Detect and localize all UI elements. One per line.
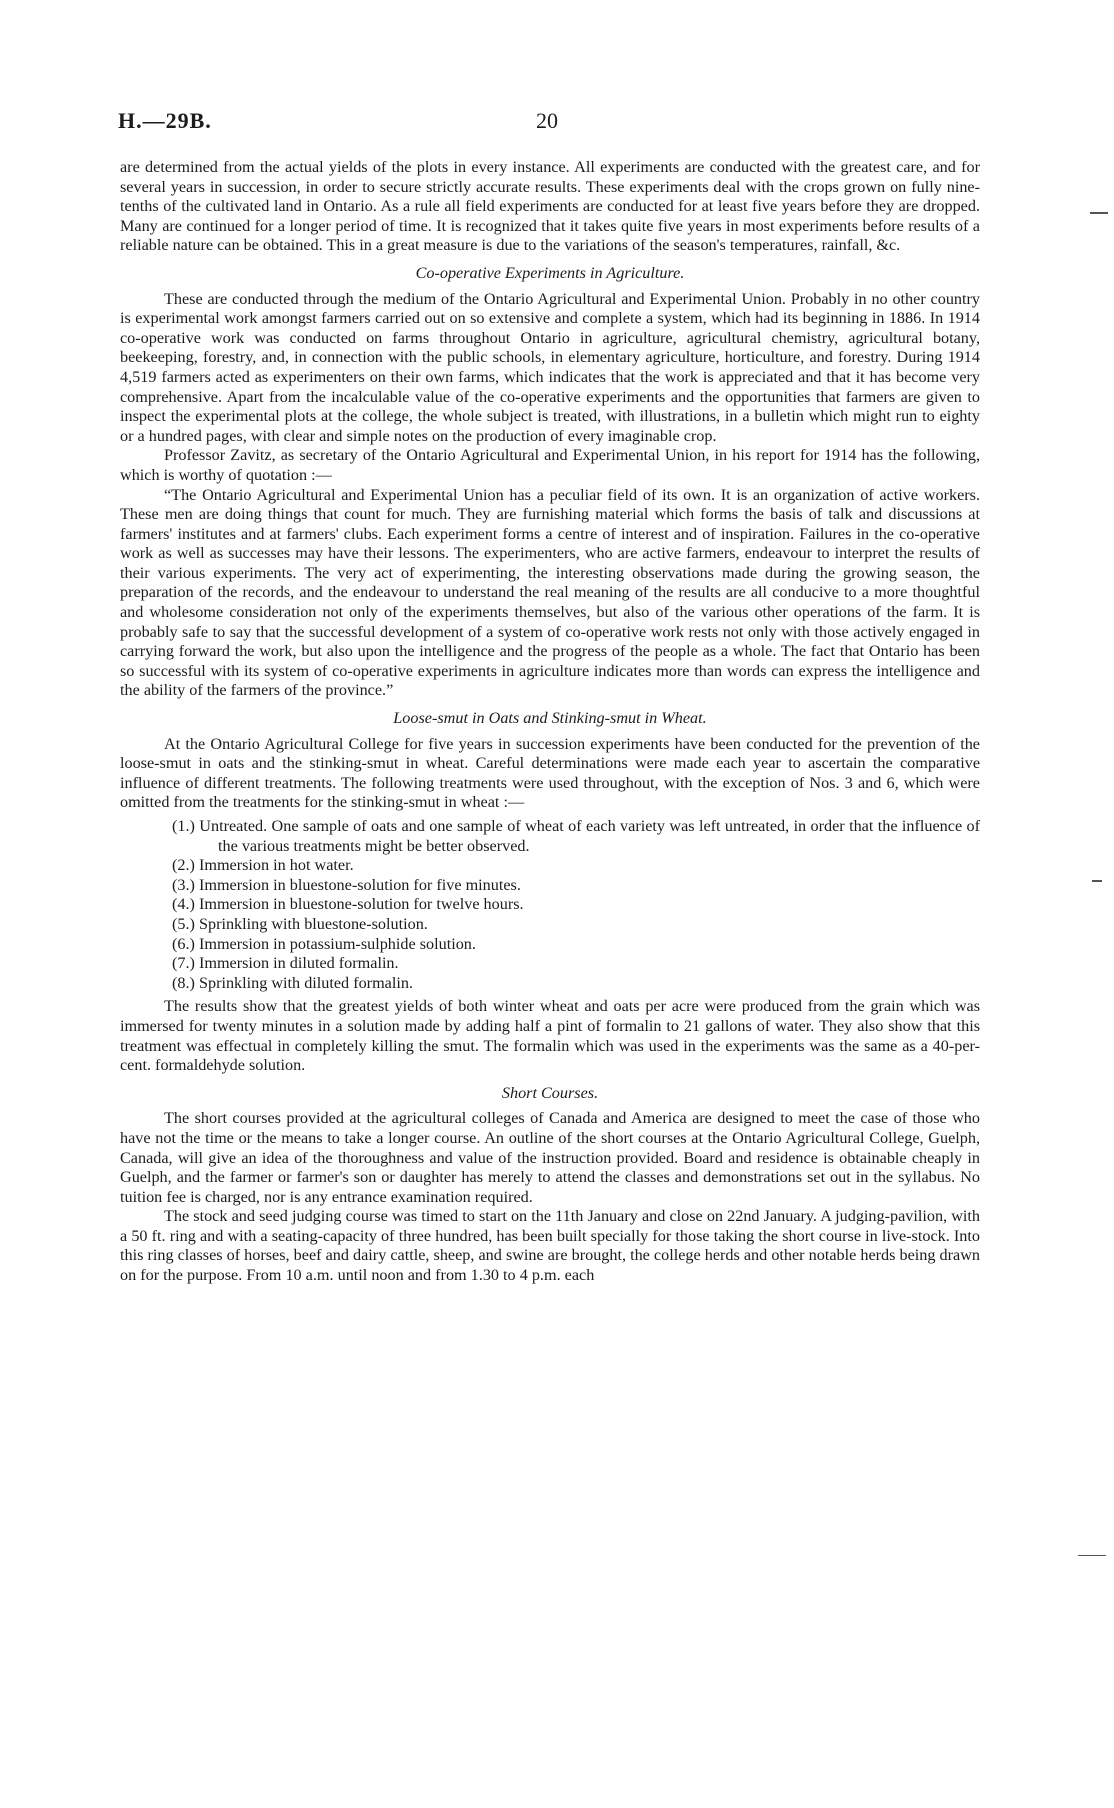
paragraph-quotation: “The Ontario Agricultural and Experimental Union has a peculiar field of its own. It is an organization of active workers. These men are doing things that count for much. They are furnishing material which forms the basis of talk and discussions at farmers' institutes and at farmers' clubs. Each experiment forms a centre of interest and of inspiration. Failures in the co-operative work as well as successes may have their lessons. The experimenters, who are active farmers, endeavour to interpret the results of their various experiments. The very act of experimenting, the interesting observations made during the growing season, the preparation of the records, and the endeavour to understand the real meaning of the results are all conducive to a more thoughtful and wholesome consideration not only of the experiments themselves, but also of the various other operations of the farm. It is probably safe to say that the successful development of a system of co-operative work rests not only with those actively engaged in carrying forward the work, but also upon the intelligence and the progress of the people as a whole. The fact that Ontario has been so successful with its system of co-operative experiments in agriculture indicates more than words can express the intelligence and the ability of the farmers of the province.” — [120, 485, 980, 700]
list-item: (2.) Immersion in hot water. — [172, 856, 354, 875]
paragraph-cooperative: These are conducted through the medium of the Ontario Agricultural and Experimental Union. Probably in no other country is experimental work amongst farmers carried out on so extensive and complete a system, which had its beginning in 1886. In 1914 co-operative work was conducted on farms throughout Ontario in agriculture, agricultural chemistry, agricultural botany, beekeeping, forestry, and, in connection with the public schools, in elementary agriculture, horticulture, and forestry. During 1914 4,519 farmers acted as experimenters on their own farms, which indicates that the work is appreciated and that it has become very comprehensive. Apart from the incalculable value of the co-operative experiments and the opportunities that farmers are given to inspect the experimental plots at the college, the whole subject is treated, with illustrations, in a bulletin which might run to eighty or a hundred pages, with clear and simple notes on the production of every imaginable crop. — [120, 289, 980, 445]
margin-mark — [1092, 880, 1102, 882]
treatment-list — [120, 817, 980, 993]
paragraph-short-courses: The short courses provided at the agricultural colleges of Canada and America are designed to meet the case of those who have not the time or the means to take a longer course. An outline of the short courses at the Ontario Agricultural College, Guelph, Canada, will give an idea of the thoroughness and value of the instruction provided. Board and residence is obtainable cheaply in Guelph, and the farmer or farmer's son or daughter has merely to attend the classes and demonstrations set out in the syllabus. No tuition fee is charged, nor is any entrance examination required. — [120, 1109, 980, 1206]
list-item: (5.) Sprinkling with bluestone-solution. — [172, 914, 428, 933]
list-item: (1.) Untreated. One sample of oats and one sample of wheat of each variety was left untreated, in order that the influence of the various treatments might be better observed. — [172, 817, 980, 855]
margin-mark — [1090, 212, 1108, 214]
list-item: (7.) Immersion in diluted formalin. — [172, 954, 399, 973]
document-code: H.—29B. — [118, 108, 212, 133]
paragraph-judging-course: The stock and seed judging course was timed to start on the 11th January and close on 22nd January. A judging-pavilion, with a 50 ft. ring and with a seating-capacity of three hundred, has been built specially for those taking the short course in live-stock. Into this ring classes of horses, beef and dairy cattle, sheep, and swine are brought, the college herds and other notable herds being drawn on for the purpose. From 10 a.m. until noon and from 1.30 to 4 p.m. each — [120, 1207, 980, 1285]
paragraph-zavitz: Professor Zavitz, as secretary of the Ontario Agricultural and Experimental Union, in his report for 1914 has the following, which is worthy of quotation :— — [120, 446, 980, 484]
section-heading-short-courses: Short Courses. — [501, 1083, 599, 1102]
document-body — [120, 158, 980, 1286]
list-item: (6.) Immersion in potassium-sulphide solution. — [172, 934, 476, 953]
list-item: (4.) Immersion in bluestone-solution for twelve hours. — [172, 895, 524, 914]
section-heading-smut: Loose-smut in Oats and Stinking-smut in Wheat. — [393, 709, 707, 728]
paragraph-smut-results: The results show that the greatest yields of both winter wheat and oats per acre were produced from the grain which was immersed for twenty minutes in a solution made by adding half a pint of formalin to 21 gallons of water. They also show that this treatment was effectual in completely killing the smut. The formalin which was used in the experiments was the same as a 40-per-cent. formaldehyde solution. — [120, 997, 980, 1075]
paragraph-smut-intro: At the Ontario Agricultural College for five years in succession experiments have been conducted for the prevention of the loose-smut in oats and the stinking-smut in wheat. Careful determinations were made each year to ascertain the comparative influence of different treatments. The following treatments were used throughout, with the exception of Nos. 3 and 6, which were omitted from the treatments for the stinking-smut in wheat :— — [120, 734, 980, 812]
section-heading-cooperative: Co-operative Experiments in Agriculture. — [415, 263, 685, 282]
page-number: 20 — [536, 108, 558, 133]
paragraph-continuation: are determined from the actual yields of the plots in every instance. All experiments are conducted with the greatest care, and for several years in succession, in order to secure strictly accurate results. These experiments deal with the crops grown on fully nine-tenths of the cultivated land in Ontario. As a rule all field experiments are conducted for at least five years before they are dropped. Many are continued for a longer period of time. It is recognized that it takes quite five years in most experiments before results of a reliable nature can be obtained. This in a great measure is due to the variations of the season's temperatures, rainfall, &c. — [120, 158, 980, 255]
list-item: (3.) Immersion in bluestone-solution for five minutes. — [172, 875, 521, 894]
list-item: (8.) Sprinkling with diluted formalin. — [172, 973, 413, 992]
margin-mark — [1078, 1555, 1106, 1556]
